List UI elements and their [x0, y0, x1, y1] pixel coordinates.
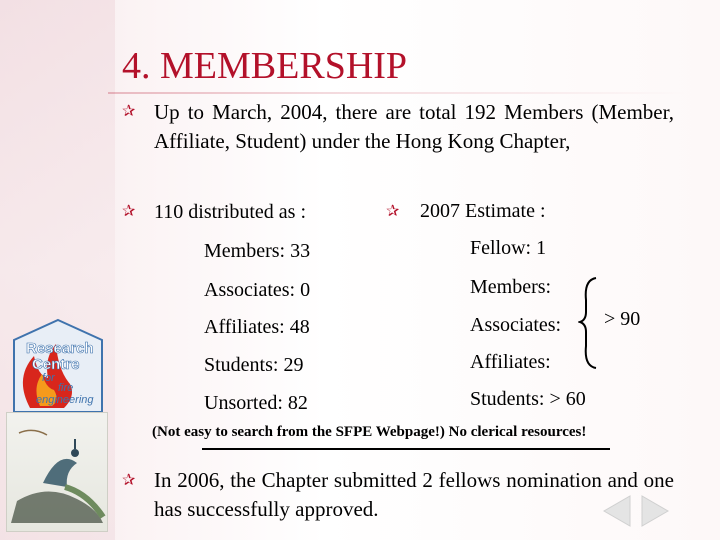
distribution-affiliates: Affiliates: 48	[204, 316, 310, 338]
slide-title: 4. MEMBERSHIP	[122, 45, 408, 87]
estimate-affiliates: Affiliates:	[470, 351, 551, 373]
previous-slide-icon[interactable]	[600, 494, 634, 528]
logo-text-centre: Centre	[32, 356, 80, 373]
estimate-fellow: Fellow: 1	[470, 237, 547, 259]
bullet-star-icon: ✰	[122, 472, 136, 489]
intro-paragraph: Up to March, 2004, there are total 192 Members (Member, Affiliate, Student) under the Hong Kong Chapter,	[154, 100, 674, 153]
distribution-associates: Associates: 0	[204, 279, 311, 301]
estimate-bracket-total: > 90	[604, 308, 641, 330]
estimate-members: Members:	[470, 276, 552, 298]
distribution-students: Students: 29	[204, 354, 304, 376]
logo-text-research: Research	[26, 340, 94, 357]
logo-text-fire: fire	[58, 382, 74, 394]
estimate-students: Students: > 60	[470, 388, 586, 410]
estimate-associates: Associates:	[470, 314, 562, 336]
logo-text-engineering: engineering	[36, 394, 94, 406]
peacock-painting	[6, 412, 108, 532]
logo-text-for: for	[42, 372, 55, 384]
peacock-illustration	[7, 413, 107, 531]
next-slide-icon[interactable]	[638, 494, 672, 528]
bullet-star-icon: ✰	[122, 203, 136, 220]
bullet-star-icon: ✰	[122, 103, 136, 120]
estimate-heading: 2007 Estimate :	[420, 200, 546, 222]
title-divider	[108, 92, 688, 94]
search-note: (Not easy to search from the SFPE Webpage!) No clerical resources!	[152, 424, 587, 440]
submission-paragraph: In 2006, the Chapter submitted 2 fellows nomination and one has successfully approved.	[154, 468, 674, 521]
research-centre-logo	[12, 318, 104, 414]
note-underline	[202, 448, 610, 450]
distribution-members: Members: 33	[204, 240, 311, 262]
distribution-unsorted: Unsorted: 82	[204, 392, 308, 414]
distributed-heading: 110 distributed as :	[154, 201, 307, 223]
bullet-star-icon: ✰	[386, 203, 400, 220]
